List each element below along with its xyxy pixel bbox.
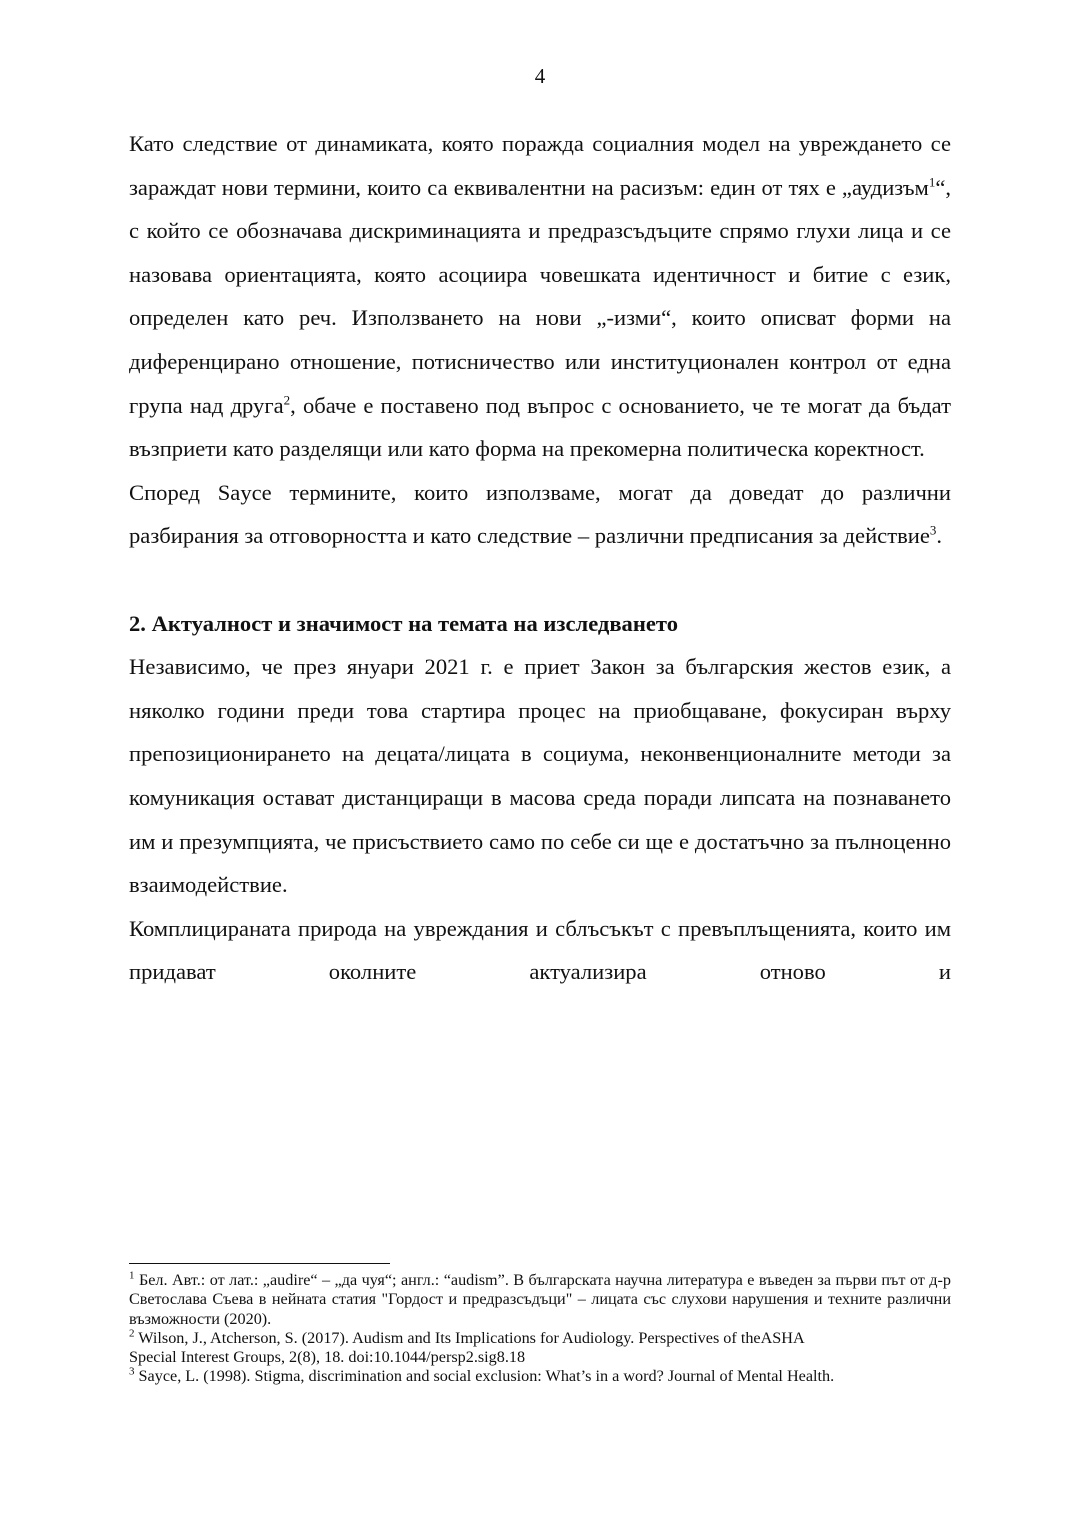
footnote-number: 1 [129,1269,135,1282]
footnote-text: Бел. Авт.: от лат.: „audire“ – „да чуя“; англ.: “audism”. В българската научна литература е въведен за първи път от д-р Светослава Съева в нейната статия "Гордост и предразсъдъци" – лицата със слухови нарушения и техните различни възможности (2020). [129,1271,952,1328]
document-body [129,122,951,994]
footnote-text: Sayce, L. (1998). Stigma, discrimination and social exclusion: What’s in a word? Journal of Mental Health. [138,1367,835,1386]
paragraph-complicated-nature: Комплицираната природа на увреждания и сблъсъкът с превъплъщенията, които им придават околните актуализира отново и [129,915,951,985]
footnote-separator [129,1263,390,1264]
section-spacer [129,558,951,602]
paragraph-text: , обаче е поставено под въпрос с основанието, че те могат да бъдат възприети като разделящи или като форма на прекомерна политическа коректност. [129,392,951,462]
paragraph-text: Според Sayce термините, които използваме, могат да доведат до различни разбирания за отговорността и като следствие – различни предписания за действие [129,479,951,549]
footnotes [129,1271,951,1387]
page-number: 4 [534,64,546,88]
footnote-ref-1[interactable]: 1 [928,174,936,190]
footnote-ref-2[interactable]: 2 [283,392,291,408]
footnote-number: 2 [129,1327,135,1340]
paragraph-text: Като следствие от динамиката, която поражда социалния модел на увреждането се зараждат нови термини, които са еквивалентни на расизъм: един от тях е „аудизъм [129,131,951,200]
footnote-1 [129,1271,951,1329]
footnote-3 [129,1367,951,1386]
paragraph-audism [129,122,951,471]
paragraph-text: . [936,523,943,549]
footnote-text: Wilson, J., Atcherson, S. (2017). Audism and Its Implications for Audiology. Perspectives of theASHA [138,1328,805,1347]
section-heading: 2. Актуалност и значимост на темата на изследването [129,610,678,636]
footnote-ref-3[interactable]: 3 [929,522,937,538]
footnote-number: 3 [129,1366,135,1379]
paragraph-text: “, с който се обозначава дискриминацията и предразсъдъците спрямо глухи лица и се назовава ориентацията, която асоциира човешката идентичност и битие с език, определен като реч. Използването на нови „-изми“, които описват форми на диференцирано отношение, потисничество или институционален контрол от една група над друга [129,174,951,418]
paragraph-relevance: Независимо, че през януари 2021 г. е приет Закон за българския жестов език, а няколко години преди това стартира процес на приобщаване, фокусиран върху препозиционирането на децата/лицата в социума, неконвенционалните методи за комуникация остават дистанциращи в масова среда поради липсата на познаването им и презумпцията, че присъствието само по себе си ще е достатъчно за пълноценно взаимодействие. [129,654,951,898]
paragraph-sayce [129,471,951,558]
footnote-2 [129,1329,951,1368]
footnote-text: Special Interest Groups, 2(8), 18. doi:10.1044/persp2.sig8.18 [129,1348,526,1367]
